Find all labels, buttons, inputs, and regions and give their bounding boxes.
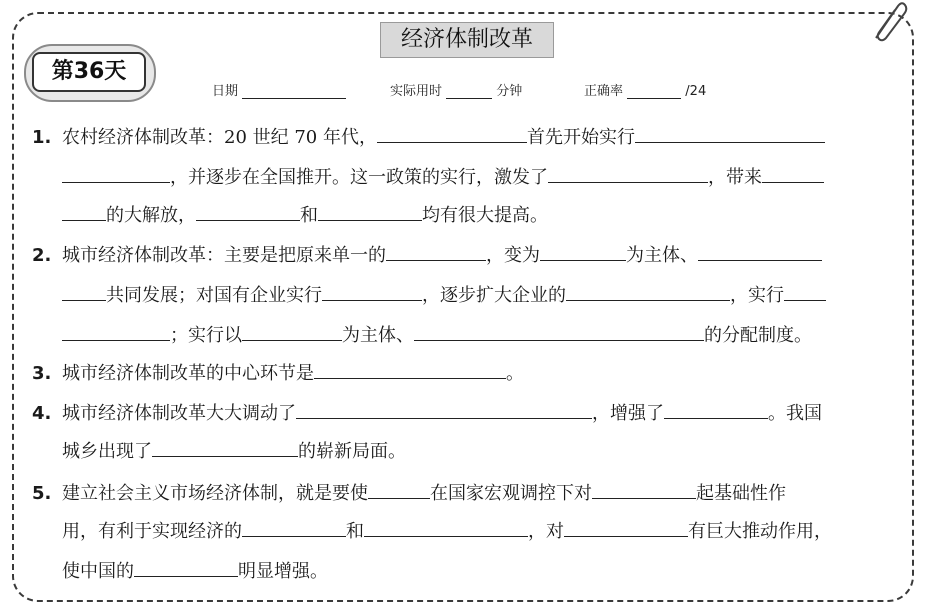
accuracy-label: 正确率 xyxy=(584,84,624,99)
q5-text: 和 xyxy=(346,521,364,542)
q2-text: ；实行以 xyxy=(170,325,242,346)
q2-text: 共同发展；对国有企业实行 xyxy=(106,285,322,306)
q5-text: 用，有利于实现经济的 xyxy=(62,521,242,542)
q1-text: ，带来 xyxy=(708,167,762,188)
date-label: 日期 xyxy=(212,84,239,99)
q4-text: 。我国 xyxy=(768,403,822,424)
q2-blank-3b[interactable] xyxy=(62,280,106,301)
accuracy-blank[interactable] xyxy=(627,84,681,99)
q2-blank-6b[interactable] xyxy=(62,320,170,341)
q1-number: 1. xyxy=(32,127,52,148)
q5-line-1 xyxy=(32,478,786,506)
q1-blank-6[interactable] xyxy=(318,200,422,221)
paperclip-icon xyxy=(868,0,908,42)
q2-text: ，实行 xyxy=(730,285,784,306)
time-field xyxy=(390,80,522,99)
q5-text: 建立社会主义市场经济体制，就是要使 xyxy=(62,483,368,504)
day-badge xyxy=(24,44,154,100)
time-blank[interactable] xyxy=(446,84,492,99)
q5-blank-5[interactable] xyxy=(564,516,688,537)
accuracy-total: /24 xyxy=(685,84,707,99)
q5-number: 5. xyxy=(32,483,52,504)
q4-line-2 xyxy=(32,436,406,464)
date-blank[interactable] xyxy=(242,84,346,99)
q4-text: 的崭新局面。 xyxy=(298,441,406,462)
q1-blank-2[interactable] xyxy=(635,122,825,143)
q1-line-1 xyxy=(32,122,825,150)
day-badge-label: 第36天 xyxy=(32,52,146,92)
q2-line-2 xyxy=(32,280,826,308)
q4-line-1 xyxy=(32,398,822,426)
q4-blank-2[interactable] xyxy=(664,398,768,419)
q5-text: ，对 xyxy=(528,521,564,542)
q2-blank-2[interactable] xyxy=(540,240,626,261)
q2-text: ，逐步扩大企业的 xyxy=(422,285,566,306)
date-field xyxy=(212,80,346,99)
q2-blank-7[interactable] xyxy=(242,320,342,341)
q2-text: 的分配制度。 xyxy=(704,325,812,346)
q4-text: 城乡出现了 xyxy=(62,441,152,462)
q4-text: ，增强了 xyxy=(592,403,664,424)
q5-blank-6[interactable] xyxy=(134,556,238,577)
q2-text: 为主体、 xyxy=(342,325,414,346)
time-unit: 分钟 xyxy=(496,84,523,99)
q5-text: 在国家宏观调控下对 xyxy=(430,483,592,504)
q1-text: 首先开始实行 xyxy=(526,127,635,148)
q1-blank-4b[interactable] xyxy=(62,200,106,221)
q5-text: 使中国的 xyxy=(62,561,134,582)
q1-blank-1[interactable] xyxy=(377,122,527,143)
q1-line-3 xyxy=(32,200,548,228)
q3-text: 城市经济体制改革的中心环节是 xyxy=(62,363,314,384)
q1-text: ，并逐步在全国推开。这一政策的实行，激发了 xyxy=(170,167,548,188)
q2-number: 2. xyxy=(32,245,52,266)
q2-text: ，变为 xyxy=(486,245,540,266)
q4-blank-1[interactable] xyxy=(296,398,592,419)
q2-line-3 xyxy=(32,320,812,348)
q5-blank-4[interactable] xyxy=(364,516,528,537)
page-title: 经济体制改革 xyxy=(380,22,554,58)
q2-blank-1[interactable] xyxy=(386,240,486,261)
q1-text: 和 xyxy=(300,205,318,226)
q2-line-1 xyxy=(32,240,822,268)
q1-blank-3[interactable] xyxy=(548,162,708,183)
q1-blank-2b[interactable] xyxy=(62,162,170,183)
q1-text: 均有很大提高。 xyxy=(422,205,548,226)
q2-blank-4[interactable] xyxy=(322,280,422,301)
q5-blank-3[interactable] xyxy=(242,516,346,537)
q3-text: 。 xyxy=(506,363,524,384)
q1-blank-4[interactable] xyxy=(762,162,824,183)
q2-blank-3[interactable] xyxy=(698,240,822,261)
q5-text: 明显增强。 xyxy=(238,561,328,582)
q2-blank-8[interactable] xyxy=(414,320,704,341)
q4-text: 城市经济体制改革大大调动了 xyxy=(62,403,296,424)
q5-text: 有巨大推动作用， xyxy=(688,521,832,542)
q3-number: 3. xyxy=(32,363,52,384)
q3-blank-1[interactable] xyxy=(314,358,506,379)
q3-line-1 xyxy=(32,358,524,386)
q4-number: 4. xyxy=(32,403,52,424)
q2-blank-6[interactable] xyxy=(784,280,826,301)
q5-blank-2[interactable] xyxy=(592,478,696,499)
q5-line-2 xyxy=(32,516,832,544)
q5-blank-1[interactable] xyxy=(368,478,430,499)
q1-text: 农村经济体制改革：20 世纪 70 年代， xyxy=(62,127,377,148)
q1-blank-5[interactable] xyxy=(196,200,300,221)
q2-blank-5[interactable] xyxy=(566,280,730,301)
q2-text: 城市经济体制改革：主要是把原来单一的 xyxy=(62,245,386,266)
q2-text: 为主体、 xyxy=(626,245,698,266)
q1-line-2 xyxy=(32,162,824,190)
q5-line-3 xyxy=(32,556,328,584)
time-label: 实际用时 xyxy=(390,84,443,99)
q5-text: 起基础性作 xyxy=(696,483,786,504)
q1-text: 的大解放， xyxy=(106,205,196,226)
accuracy-field xyxy=(584,80,706,99)
q4-blank-3[interactable] xyxy=(152,436,298,457)
